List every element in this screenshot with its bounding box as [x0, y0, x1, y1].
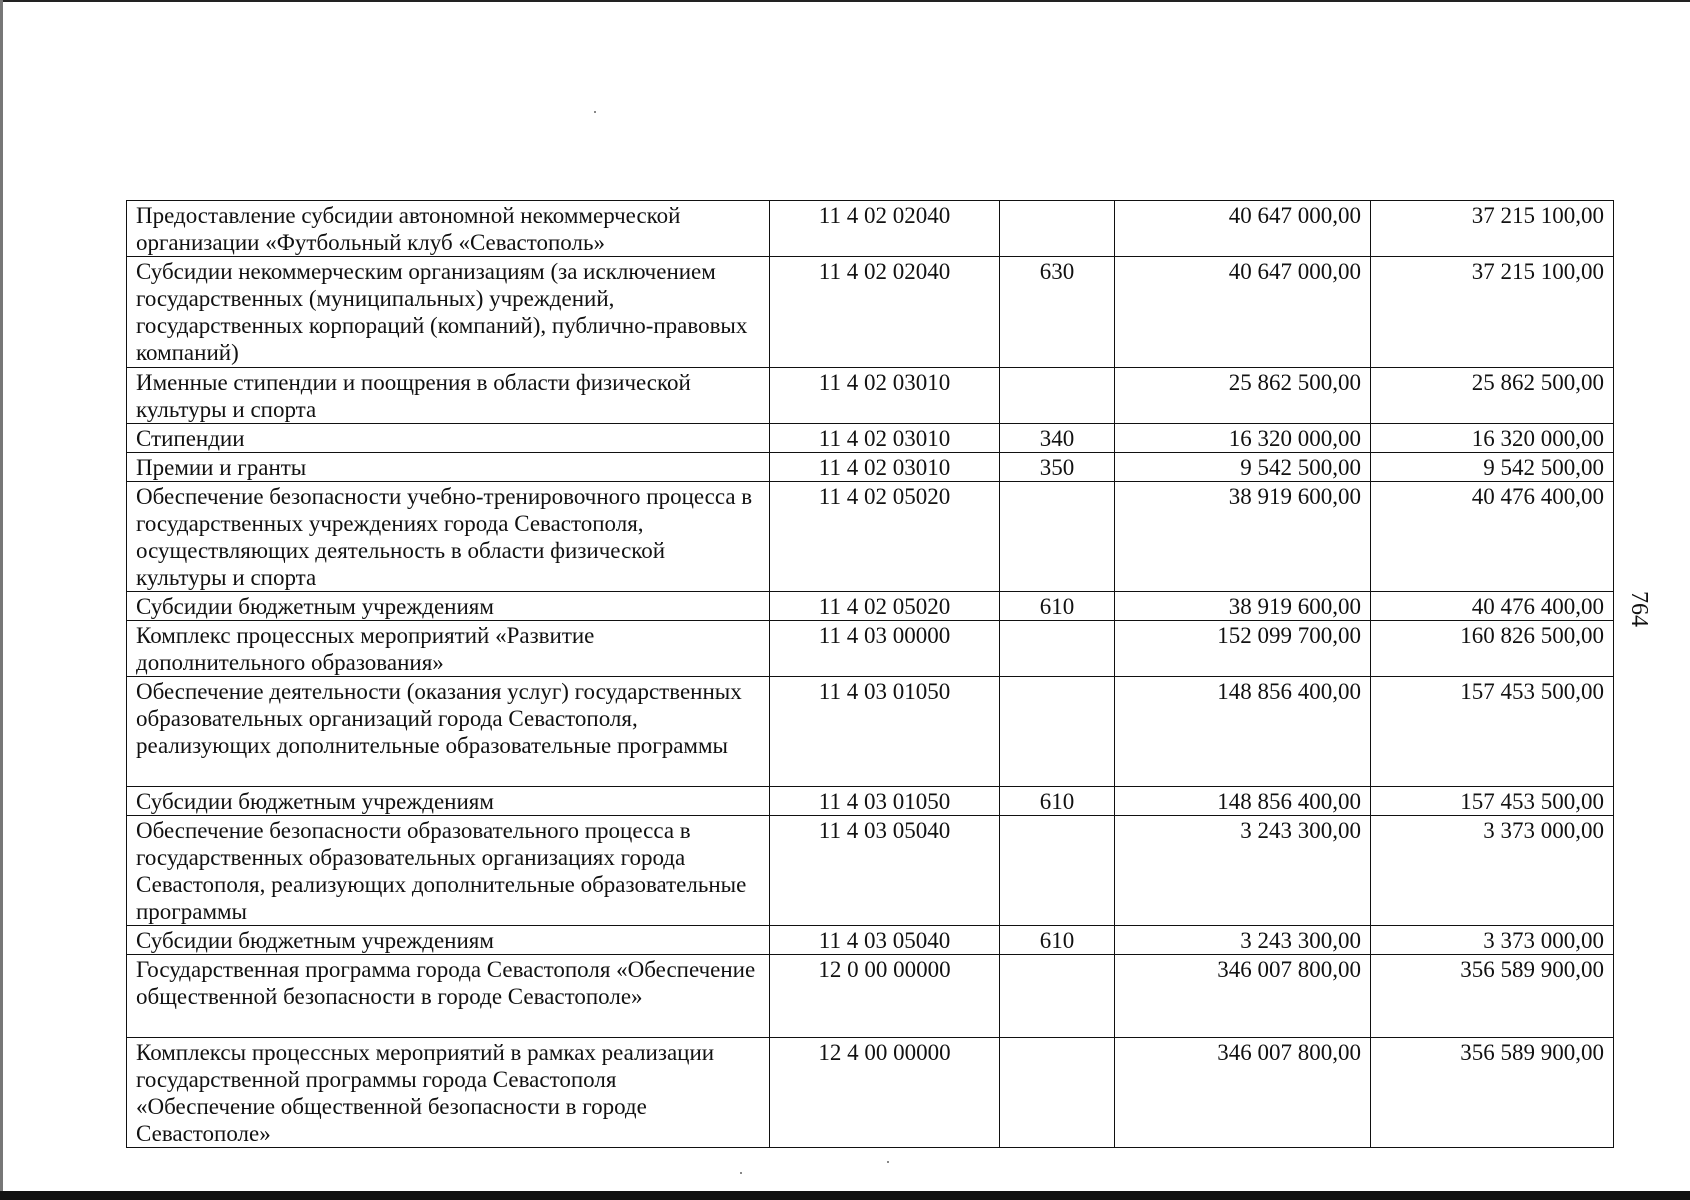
table-row [127, 621, 1614, 677]
table-row [127, 816, 1614, 926]
row-name: Субсидии бюджетным учреждениям [127, 592, 770, 621]
row-amount-1: 346 007 800,00 [1115, 1038, 1371, 1148]
row-amount-1: 16 320 000,00 [1115, 424, 1371, 453]
row-code: 11 4 02 03010 [770, 368, 1000, 424]
table-row [127, 592, 1614, 621]
row-amount-2: 356 589 900,00 [1371, 955, 1614, 1038]
row-amount-1: 3 243 300,00 [1115, 926, 1371, 955]
row-amount-1: 346 007 800,00 [1115, 955, 1371, 1038]
row-expense-type [1000, 816, 1115, 926]
table-row [127, 787, 1614, 816]
row-code: 11 4 02 05020 [770, 482, 1000, 592]
table-row [127, 368, 1614, 424]
row-expense-type: 340 [1000, 424, 1115, 453]
row-amount-2: 3 373 000,00 [1371, 816, 1614, 926]
row-name: Стипендии [127, 424, 770, 453]
row-amount-2: 356 589 900,00 [1371, 1038, 1614, 1148]
row-amount-2: 37 215 100,00 [1371, 201, 1614, 257]
row-amount-1: 152 099 700,00 [1115, 621, 1371, 677]
row-name: Обеспечение деятельности (оказания услуг) государственных образовательных организаций города Севастополя, реализующих дополнительные образовательные программы [127, 677, 770, 787]
scan-edge-top [0, 0, 1690, 2]
row-amount-2: 157 453 500,00 [1371, 787, 1614, 816]
row-code: 12 0 00 00000 [770, 955, 1000, 1038]
row-expense-type: 630 [1000, 257, 1115, 368]
row-expense-type [1000, 621, 1115, 677]
row-amount-1: 3 243 300,00 [1115, 816, 1371, 926]
row-expense-type [1000, 1038, 1115, 1148]
row-amount-2: 160 826 500,00 [1371, 621, 1614, 677]
table-row [127, 453, 1614, 482]
row-amount-2: 3 373 000,00 [1371, 926, 1614, 955]
row-amount-1: 9 542 500,00 [1115, 453, 1371, 482]
table-row [127, 257, 1614, 368]
table-row [127, 955, 1614, 1038]
row-expense-type: 610 [1000, 592, 1115, 621]
row-expense-type: 610 [1000, 926, 1115, 955]
row-code: 11 4 02 02040 [770, 201, 1000, 257]
scan-speck [740, 1172, 742, 1174]
row-name: Премии и гранты [127, 453, 770, 482]
row-amount-1: 40 647 000,00 [1115, 257, 1371, 368]
table-row [127, 424, 1614, 453]
row-code: 11 4 03 01050 [770, 677, 1000, 787]
row-name: Субсидии бюджетным учреждениям [127, 926, 770, 955]
row-amount-1: 38 919 600,00 [1115, 592, 1371, 621]
row-name: Обеспечение безопасности образовательного процесса в государственных образовательных организациях города Севастополя, реализующих дополнительные образовательные программы [127, 816, 770, 926]
row-name: Субсидии бюджетным учреждениям [127, 787, 770, 816]
row-code: 11 4 03 00000 [770, 621, 1000, 677]
scan-speck [887, 1161, 889, 1163]
row-expense-type: 610 [1000, 787, 1115, 816]
table-row [127, 482, 1614, 592]
row-name: Обеспечение безопасности учебно-тренировочного процесса в государственных учреждениях города Севастополя, осуществляющих деятельность в области физической культуры и спорта [127, 482, 770, 592]
row-expense-type: 350 [1000, 453, 1115, 482]
row-expense-type [1000, 482, 1115, 592]
row-code: 11 4 03 01050 [770, 787, 1000, 816]
row-code: 11 4 02 05020 [770, 592, 1000, 621]
row-amount-2: 25 862 500,00 [1371, 368, 1614, 424]
row-amount-1: 40 647 000,00 [1115, 201, 1371, 257]
row-name: Государственная программа города Севастополя «Обеспечение общественной безопасности в городе Севастополе» [127, 955, 770, 1038]
scan-edge-bottom [0, 1191, 1690, 1200]
row-amount-1: 38 919 600,00 [1115, 482, 1371, 592]
row-code: 11 4 02 03010 [770, 424, 1000, 453]
row-amount-2: 157 453 500,00 [1371, 677, 1614, 787]
table-row [127, 677, 1614, 787]
row-code: 11 4 02 02040 [770, 257, 1000, 368]
row-name: Предоставление субсидии автономной некоммерческой организации «Футбольный клуб «Севастополь» [127, 201, 770, 257]
row-expense-type [1000, 368, 1115, 424]
table-row [127, 201, 1614, 257]
row-expense-type [1000, 955, 1115, 1038]
row-expense-type [1000, 201, 1115, 257]
table-row [127, 926, 1614, 955]
row-name: Комплексы процессных мероприятий в рамках реализации государственной программы города Севастополя «Обеспечение общественной безопасности в городе Севастополе» [127, 1038, 770, 1148]
scan-edge-left [0, 0, 3, 1200]
row-code: 12 4 00 00000 [770, 1038, 1000, 1148]
row-code: 11 4 03 05040 [770, 926, 1000, 955]
row-name: Комплекс процессных мероприятий «Развитие дополнительного образования» [127, 621, 770, 677]
row-amount-1: 148 856 400,00 [1115, 677, 1371, 787]
row-amount-2: 16 320 000,00 [1371, 424, 1614, 453]
row-name: Субсидии некоммерческим организациям (за исключением государственных (муниципальных) учреждений, государственных корпораций (компаний), публично-правовых компаний) [127, 257, 770, 368]
row-code: 11 4 03 05040 [770, 816, 1000, 926]
row-amount-2: 40 476 400,00 [1371, 592, 1614, 621]
row-amount-2: 37 215 100,00 [1371, 257, 1614, 368]
row-amount-1: 25 862 500,00 [1115, 368, 1371, 424]
row-code: 11 4 02 03010 [770, 453, 1000, 482]
budget-table [126, 200, 1614, 1148]
row-expense-type [1000, 677, 1115, 787]
page-number: 764 [1626, 591, 1652, 627]
row-name: Именные стипендии и поощрения в области физической культуры и спорта [127, 368, 770, 424]
row-amount-2: 9 542 500,00 [1371, 453, 1614, 482]
row-amount-1: 148 856 400,00 [1115, 787, 1371, 816]
row-amount-2: 40 476 400,00 [1371, 482, 1614, 592]
table-row [127, 1038, 1614, 1148]
scan-speck [594, 111, 596, 113]
